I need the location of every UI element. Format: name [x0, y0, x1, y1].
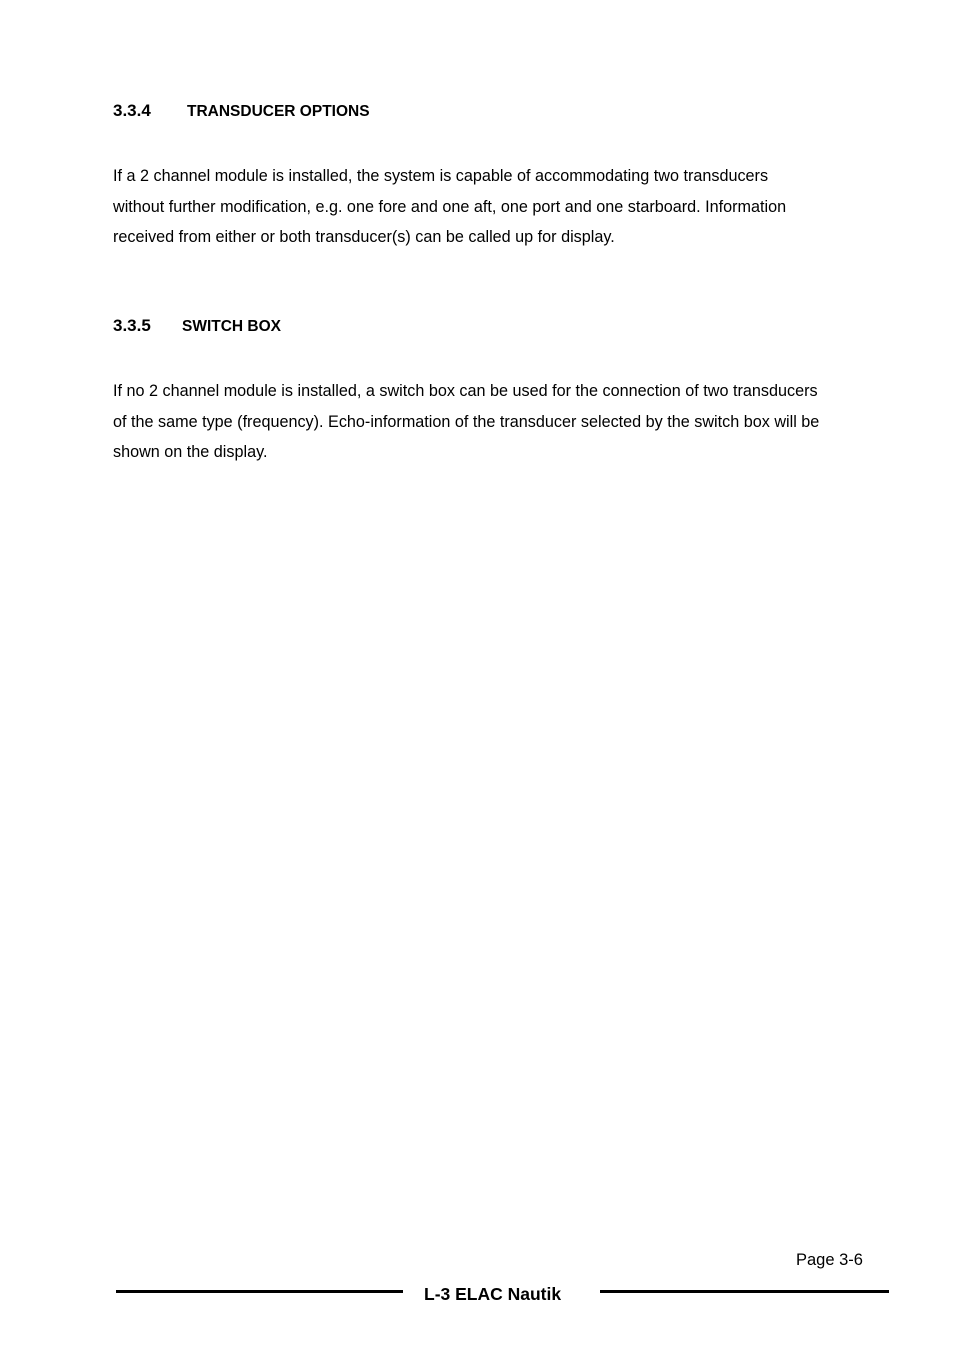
section-heading-transducer-options — [113, 101, 370, 121]
paragraph-switch-box — [113, 376, 903, 468]
section-title: TRANSDUCER OPTIONS — [187, 103, 370, 120]
paragraph-line: received from either or both transducer(s) can be called up for display. — [113, 228, 615, 246]
paragraph-line: If a 2 channel module is installed, the system is capable of accommodating two transducers — [113, 167, 769, 185]
page-number: Page 3-6 — [796, 1251, 863, 1269]
paragraph-line: If no 2 channel module is installed, a switch box can be used for the connection of two transducers — [113, 382, 818, 400]
section-title: SWITCH BOX — [182, 318, 282, 335]
footer-company-name: L-3 ELAC Nautik — [424, 1284, 562, 1304]
section-number: 3.3.5 — [113, 316, 151, 335]
paragraph-line: of the same type (frequency). Echo-information of the transducer selected by the switch box will be — [113, 412, 820, 431]
paragraph-transducer-options — [113, 161, 903, 253]
paragraph-line: without further modification, e.g. one fore and one aft, one port and one starboard. Information — [113, 197, 787, 216]
paragraph-line: shown on the display. — [113, 443, 268, 461]
footer-rule-left — [116, 1290, 403, 1293]
section-number: 3.3.4 — [113, 101, 151, 120]
footer-rule-right — [600, 1290, 889, 1293]
section-heading-switch-box — [113, 316, 281, 336]
